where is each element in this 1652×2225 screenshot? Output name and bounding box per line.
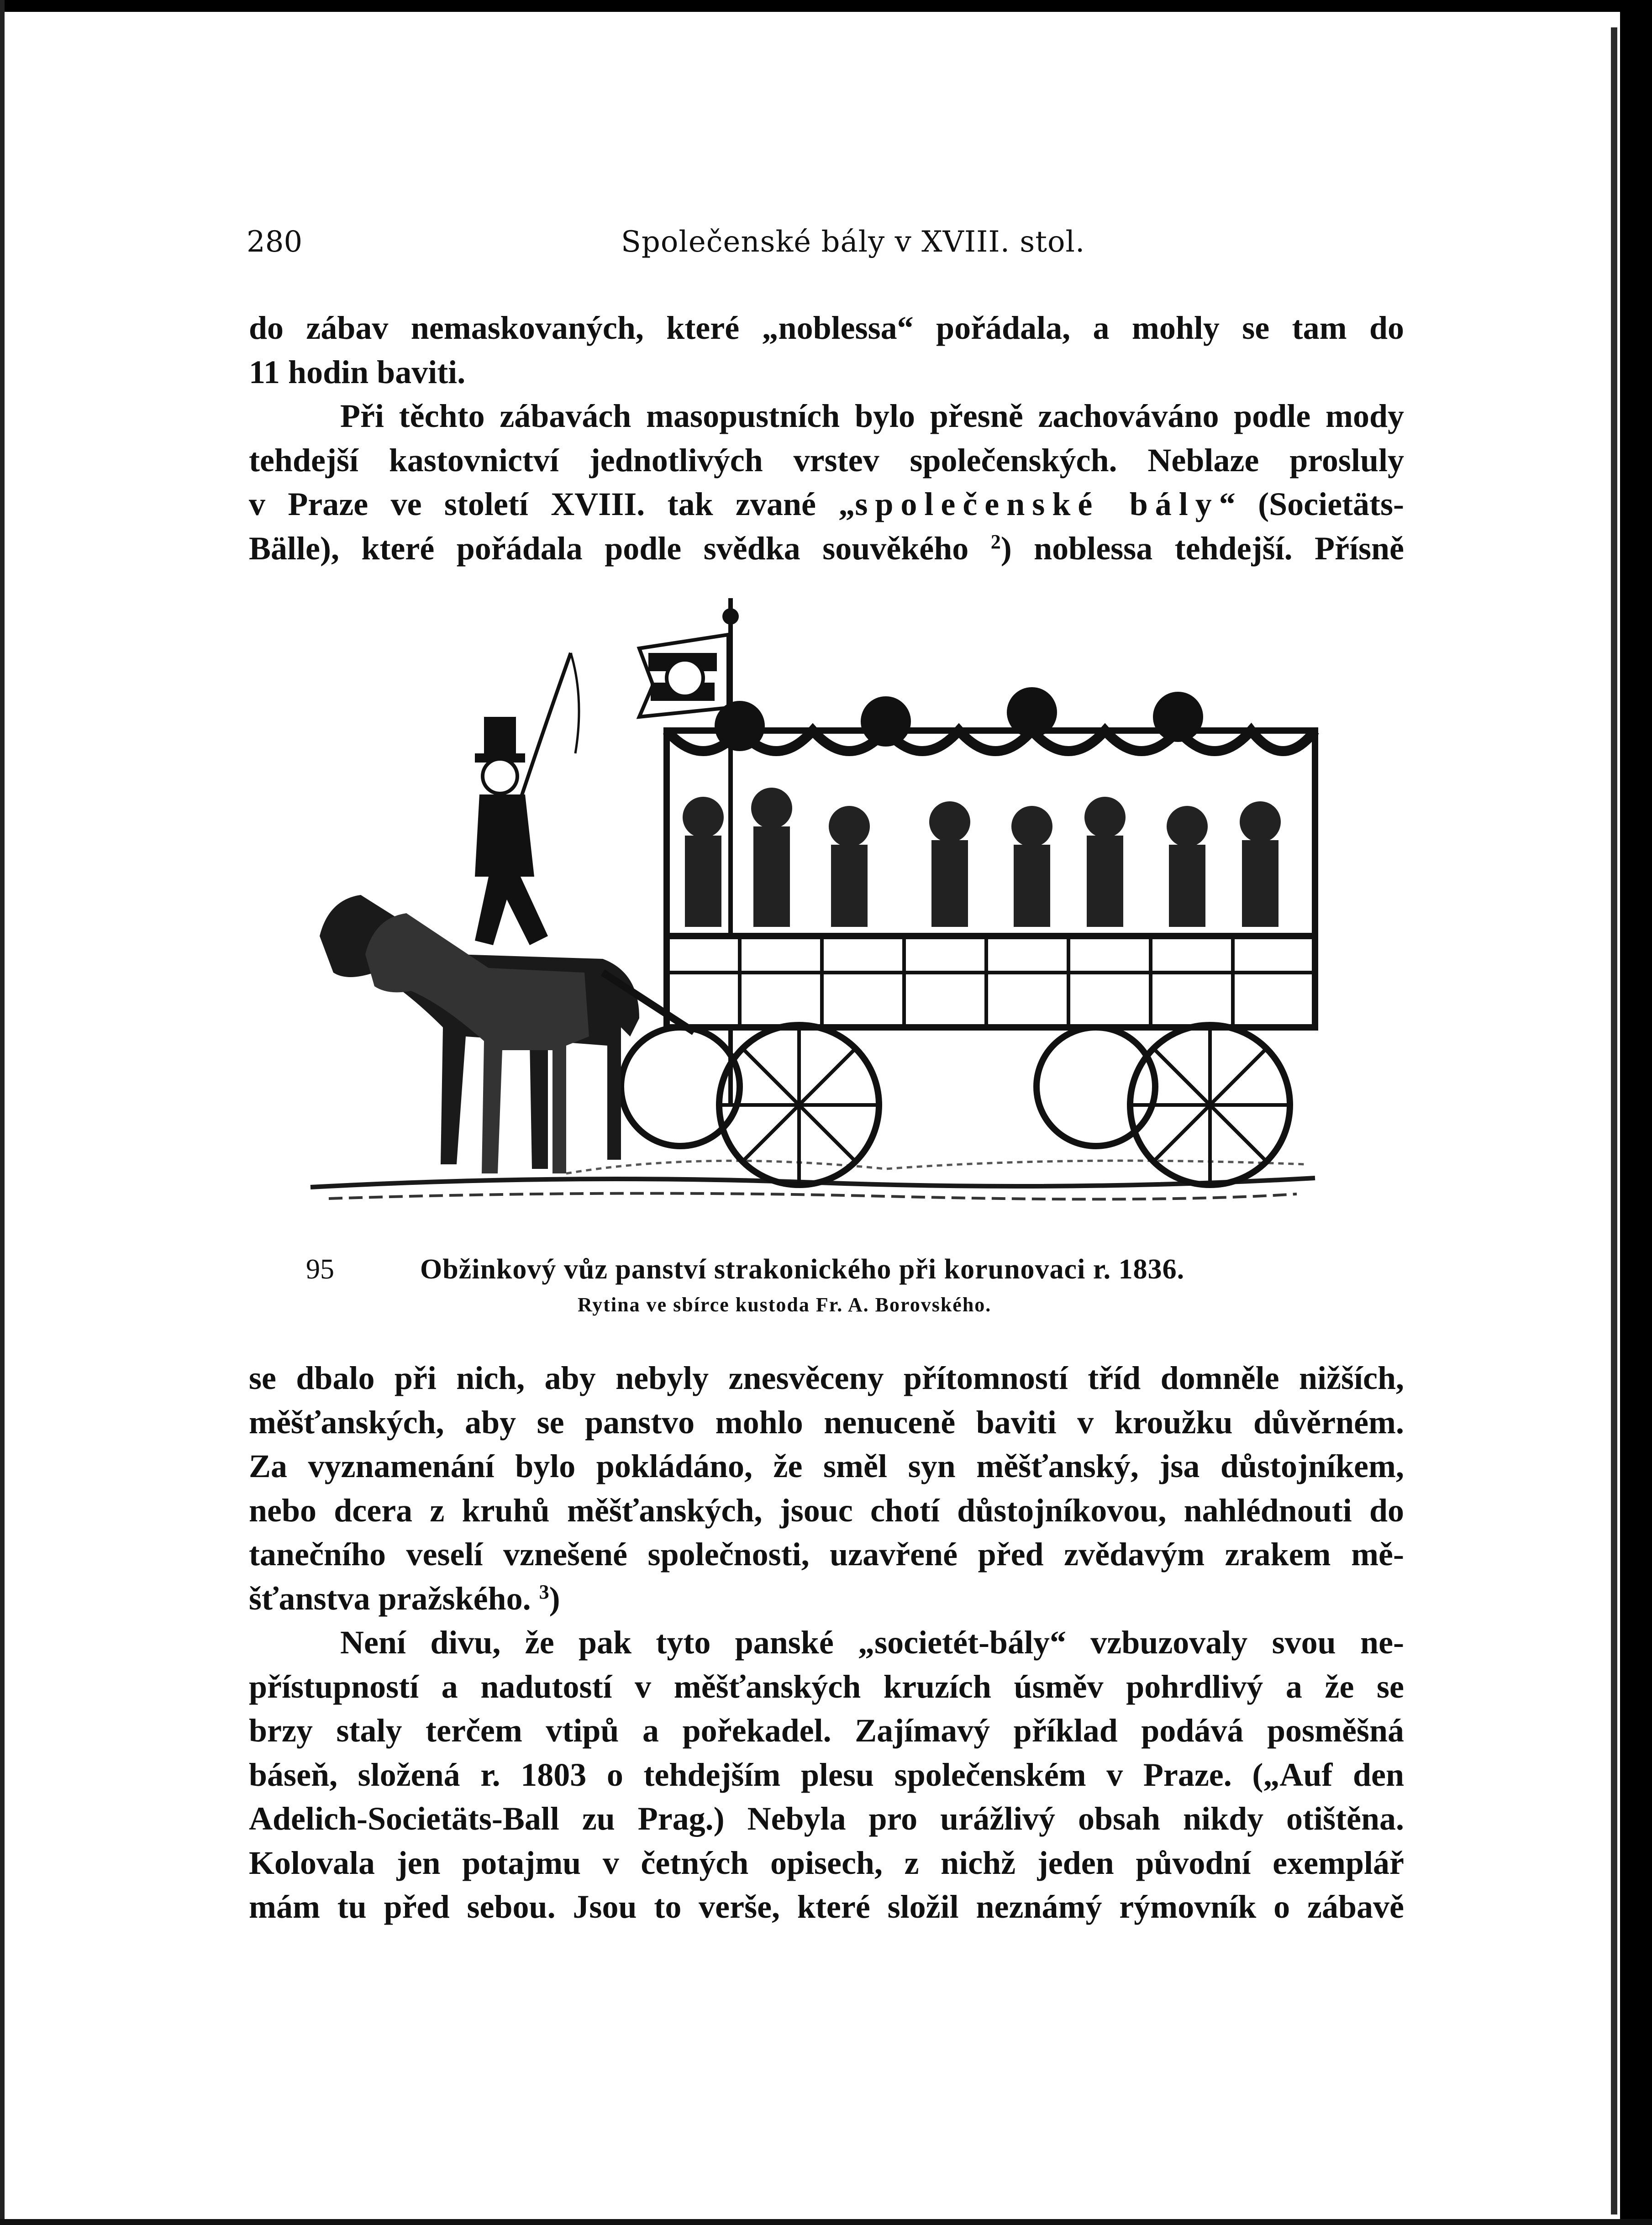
page-number: 280	[247, 225, 303, 259]
text-line: do zábav nemaskovaných, které „noblessa“ pořádala, a mohly se tam do	[249, 310, 1404, 346]
scan-border-shadow	[1611, 27, 1617, 2214]
figure-title: Obžinkový vůz panství strakonického při korunovaci r. 1836.	[420, 1254, 1185, 1285]
text-line: Při těchto zábavách masopustních bylo přesně zachováváno podle mody	[340, 398, 1404, 434]
text-span: Bälle), které pořádala podle svědka souvěkého	[249, 530, 991, 567]
text-span: )	[549, 1580, 560, 1617]
scan-border-bottom	[0, 2219, 1652, 2225]
scan-border-right	[1620, 0, 1652, 2225]
text-line: Kolovala jen potajmu v četných opisech, z nichž jeden původní exemplář	[249, 1844, 1404, 1881]
footnote-ref: 3	[539, 1580, 549, 1603]
body-text-top	[249, 306, 1404, 570]
footnote-ref: 2	[990, 530, 1001, 553]
body-text-bottom	[249, 1356, 1404, 1929]
text-span: v Praze ve století XVIII. tak zvané „	[249, 486, 855, 522]
text-span: ) noblessa tehdejší. Přísně	[1000, 530, 1405, 567]
text-line: Za vyznamenání bylo pokládáno, že směl syn měšťanský, jsa důstojníkem,	[249, 1448, 1404, 1484]
spaced-emphasis: společenské bály	[855, 486, 1219, 522]
text-line: Není divu, že pak tyto panské „societét-bály“ vzbuzovaly svou ne-	[340, 1624, 1404, 1661]
running-title: Společenské bály v XVIII. stol.	[621, 225, 1085, 259]
text-line: měšťanských, aby se panstvo mohlo nenuceně baviti v kroužku důvěrném.	[249, 1404, 1404, 1441]
text-line: Adelich-Societäts-Ball zu Prag.) Nebyla pro urážlivý obsah nikdy otištěna.	[249, 1800, 1404, 1837]
text-line: se dbalo při nich, aby nebyly znesvěceny přítomností tříd domněle nižších,	[249, 1360, 1404, 1396]
figure-number: 95	[306, 1254, 334, 1285]
text-line: přístupností a nadutostí v měšťanských kruzích úsměv pohrdlivý a že se	[249, 1668, 1404, 1705]
text-span: šťanstva pražského.	[249, 1580, 539, 1617]
text-line	[249, 482, 1404, 526]
text-span: “ (Societäts-	[1219, 486, 1405, 522]
text-line: báseň, složená r. 1803 o tehdejším plesu společenském v Praze. („Auf den	[249, 1756, 1404, 1793]
text-line: 11 hodin baviti.	[249, 353, 466, 390]
running-head	[247, 215, 1406, 269]
text-line	[249, 526, 1404, 571]
harvest-wagon-illustration	[292, 580, 1333, 1219]
figure-engraving	[292, 580, 1333, 1219]
text-line	[249, 1577, 1404, 1621]
text-line: tehdejší kastovnictví jednotlivých vrstev společenských. Neblaze prosluly	[249, 442, 1404, 479]
text-line: tanečního veselí vznešené společnosti, uzavřené před zvědavým zrakem mě-	[249, 1536, 1404, 1573]
text-line: mám tu před sebou. Jsou to verše, které složil neznámý rýmovník o zábavě	[249, 1888, 1404, 1925]
figure-credit: Rytina ve sbírce kustoda Fr. A. Borovského.	[578, 1294, 992, 1316]
text-line: brzy staly terčem vtipů a pořekadel. Zajímavý příklad podává posměšná	[249, 1712, 1404, 1749]
scan-border-left	[0, 0, 5, 2225]
text-line: nebo dcera z kruhů měšťanských, jsouc chotí důstojníkovou, nahlédnouti do	[249, 1492, 1404, 1529]
scan-border-top	[0, 0, 1652, 12]
